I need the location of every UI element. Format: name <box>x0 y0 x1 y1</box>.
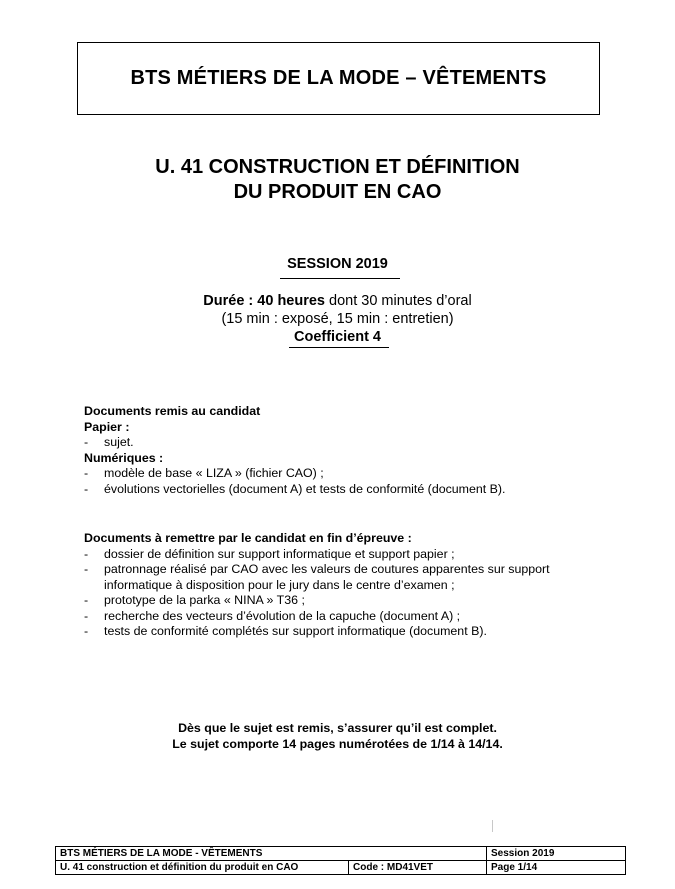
unit-title <box>0 155 675 205</box>
footer-program: BTS MÉTIERS DE LA MODE - VÊTEMENTS <box>56 847 487 861</box>
duration-block <box>0 292 675 346</box>
return-list <box>84 547 554 640</box>
digital-list <box>84 466 506 497</box>
list-item: - modèle de base « LIZA » (fichier CAO) ; <box>84 466 506 482</box>
header-box <box>77 42 600 115</box>
coefficient-underline <box>289 347 389 348</box>
documents-given-section <box>84 404 506 497</box>
duration-detail: (15 min : exposé, 15 min : entretien) <box>221 311 454 327</box>
duration-label: Durée : 40 heures <box>203 293 325 309</box>
list-item: - recherche des vecteurs d’évolution de la capuche (document A) ; <box>84 609 554 625</box>
list-item: - patronnage réalisé par CAO avec les valeurs de coutures apparentes sur support informatique à disposition pour le jury dans le centre d’examen ; <box>84 562 554 593</box>
stray-mark <box>492 820 493 832</box>
documents-return-heading: Documents à remettre par le candidat en fin d’épreuve : <box>84 531 412 545</box>
documents-given-heading: Documents remis au candidat <box>84 404 261 418</box>
notice-line1: Dès que le sujet est remis, s’assurer qu’il est complet. <box>178 721 497 735</box>
paper-list <box>84 435 506 451</box>
footer-row <box>56 861 626 875</box>
session-label: SESSION 2019 <box>287 256 388 272</box>
unit-title-line2: DU PRODUIT EN CAO <box>233 181 442 203</box>
digital-label: Numériques : <box>84 450 164 465</box>
list-item: - évolutions vectorielles (document A) et tests de conformité (document B). <box>84 482 506 498</box>
unit-title-line1: U. 41 CONSTRUCTION ET DÉFINITION <box>155 156 520 178</box>
duration-line <box>0 292 675 310</box>
footer-unit: U. 41 construction et définition du produit en CAO <box>56 861 349 875</box>
list-item: - prototype de la parka « NINA » T36 ; <box>84 593 554 609</box>
footer-session: Session 2019 <box>487 847 626 861</box>
notice-line2: Le sujet comporte 14 pages numérotées de 1/14 à 14/14. <box>172 737 503 751</box>
footer-row <box>56 847 626 861</box>
header-title: BTS MÉTIERS DE LA MODE – VÊTEMENTS <box>130 67 547 89</box>
list-item: - sujet. <box>84 435 506 451</box>
list-item: - dossier de définition sur support informatique et support papier ; <box>84 547 554 563</box>
documents-return-section <box>84 531 554 640</box>
list-item: - tests de conformité complétés sur support informatique (document B). <box>84 624 554 640</box>
footer-page: Page 1/14 <box>487 861 626 875</box>
paper-label: Papier : <box>84 419 130 434</box>
coefficient: Coefficient 4 <box>293 329 381 345</box>
completeness-notice <box>0 720 675 752</box>
duration-rest: dont 30 minutes d’oral <box>325 293 472 309</box>
session-underline <box>280 278 400 279</box>
footer-table <box>55 846 626 875</box>
footer-code: Code : MD41VET <box>349 861 487 875</box>
